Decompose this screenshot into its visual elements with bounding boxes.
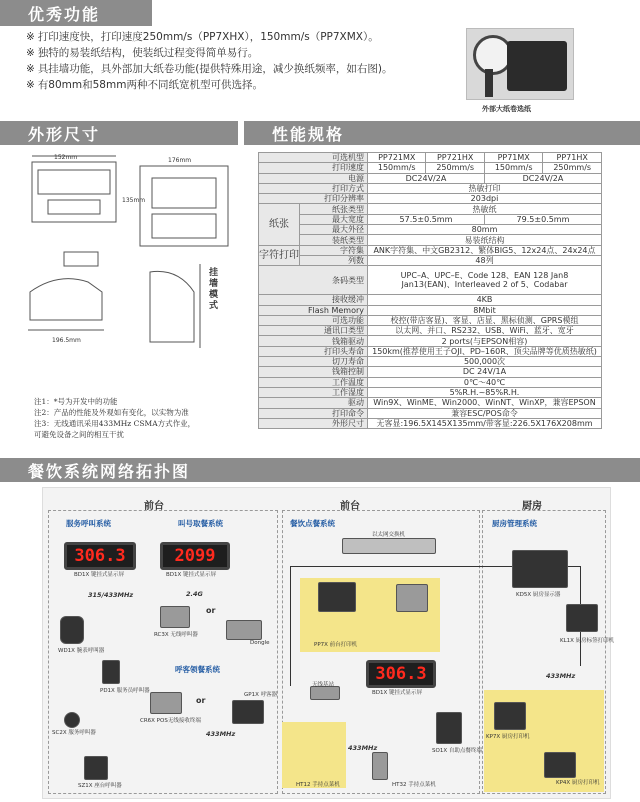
freq-label-433-2: 433MHz <box>348 744 378 752</box>
wall-mode-label: 挂墙模式 <box>209 268 219 311</box>
caption-bd1x-3: BD1X 键挂式显示屏 <box>372 690 423 696</box>
freq-label-24g: 2.4G <box>186 590 203 598</box>
table-row: 可选机型 PP721MX PP721HX PP71MX PP71HX <box>259 153 602 163</box>
dim-height: 135mm <box>122 197 146 204</box>
device-cable-box <box>310 686 340 700</box>
device-rc3x <box>160 606 190 628</box>
freq-label-433-1: 433MHz <box>206 730 236 738</box>
photo-caption: 外部大纸卷选纸 <box>482 105 531 113</box>
device-kp7x <box>494 702 526 730</box>
caption-ht32: HT32 手持点菜机 <box>392 782 436 788</box>
device-dongle-pos <box>226 620 262 640</box>
table-row: 打印头寿命 150km(推荐使用王子OJI、PD–160R、顶尖品牌等优质热敏纸) <box>259 346 602 356</box>
caption-kd5x: KD5X 厨房显示器 <box>516 592 561 598</box>
table-row: 字符打印 字符集 ANK字符集、中文GB2312、繁体BIG5、12x24点、24x24点 <box>259 245 602 255</box>
table-row: 最大宽度 57.5±0.5mm 79.5±0.5mm <box>259 214 602 224</box>
caption-pd1x: PD1X 服务员呼叫器 <box>100 688 150 694</box>
table-row: 驱动 Win9X、WinME、Win2000、WinNT、WinXP，兼容EPSON <box>259 398 602 408</box>
caption-pp7x: PP7X 前台打印机 <box>314 642 358 648</box>
device-kd5x <box>512 550 568 588</box>
or-label-2: or <box>196 696 206 705</box>
device-cr6x <box>150 692 182 714</box>
led-display-1: 306.3 <box>64 542 136 570</box>
printer-top-view <box>140 166 228 246</box>
caption-so1x: SO1X 自助点餐终端 <box>432 748 482 754</box>
table-row: 装纸类型 易装纸结构 <box>259 235 602 245</box>
table-row: 外形尺寸 无客显:196.5X145X135mm/带客显:226.5X176X208mm <box>259 418 602 428</box>
device-so1x <box>436 712 462 744</box>
caption-gp1x: GP1X 呼客器 <box>244 692 278 698</box>
label-pager: 呼客领餐系统 <box>175 665 220 674</box>
highlight-area-2 <box>282 722 346 788</box>
table-row: 通讯口类型 以太网、并口、RS232、USB、WiFi、蓝牙、宽牙 <box>259 326 602 336</box>
network-line-2 <box>290 566 291 686</box>
feature-list <box>26 29 393 93</box>
device-kl1x <box>566 604 598 632</box>
table-row: 纸张 纸张类型 热敏纸 <box>259 204 602 214</box>
table-row: 工作温度 0℃～40℃ <box>259 377 602 387</box>
device-sc2x <box>64 712 80 728</box>
caption-sc2x: SC2X 服务呼叫器 <box>52 730 96 736</box>
caption-rc3x: RC3X 无线呼叫器 <box>154 632 198 638</box>
printer-wall-view <box>150 264 200 348</box>
caption-ht12: HT12 手持点菜机 <box>296 782 340 788</box>
caption-kp7x: KP7X 厨房打印机 <box>486 734 530 740</box>
printer-front-view <box>32 156 116 222</box>
led-display-3: 306.3 <box>366 660 436 688</box>
caption-kp4x: KP4X 厨房打印机 <box>556 780 600 786</box>
table-row: 工作湿度 5%R.H.~85%R.H. <box>259 387 602 397</box>
table-row: 列数 48列 <box>259 255 602 265</box>
table-row: 钱箱驱动 2 ports(与EPSON相容) <box>259 336 602 346</box>
table-row: 电源 DC24V/2A DC24V/2A <box>259 173 602 183</box>
label-front-1: 前台 <box>144 501 164 512</box>
table-row: 打印分辨率 203dpi <box>259 194 602 204</box>
table-row: 最大外径 80mm <box>259 225 602 235</box>
table-row: 钱箱控制 DC 24V/1A <box>259 367 602 377</box>
caption-wd1x: WD1X 腕表呼叫器 <box>58 648 105 654</box>
label-ordering: 餐饮点餐系统 <box>290 519 335 528</box>
caption-sz1x: SZ1X 座台呼叫器 <box>78 783 122 789</box>
feature-item: ※ 打印速度快，打印速度250mm/s（PP7XHX），150mm/s（PP7XMX）。 <box>26 31 379 43</box>
external-paper-roll-photo <box>466 28 574 100</box>
or-label-1: or <box>206 606 216 615</box>
section-header-specs: 性能规格 <box>244 121 640 145</box>
device-pos-terminal <box>318 582 356 612</box>
caption-switch: 以太网交换机 <box>372 532 406 538</box>
label-number-call: 叫号取餐系统 <box>178 519 223 528</box>
dim-width-1: 152mm <box>54 154 78 161</box>
device-ethernet-switch <box>342 538 436 554</box>
section-header-network: 餐饮系统网络拓扑图 <box>0 458 640 482</box>
caption-bd1x-2: BD1X 键挂式显示屏 <box>166 572 217 578</box>
table-row: Flash Memory 8Mbit <box>259 305 602 315</box>
caption-bd1x-1: BD1X 键挂式显示屏 <box>74 572 125 578</box>
notes: 注1：*号为开发中的功能 注2：产品的性能及外观如有变化，以实物为准 注3：无线通讯采用433MHz CSMA方式作业， 可避免设备之间的相互干扰 <box>34 397 196 439</box>
caption-kl1x: KL1X 厨房标签打印机 <box>560 638 615 644</box>
freq-label-433-3: 433MHz <box>546 672 576 680</box>
led-display-2: 2099 <box>160 542 230 570</box>
device-sz1x <box>84 756 108 780</box>
section-header-features: 优秀功能 <box>0 0 152 26</box>
device-pp7x-printer <box>396 584 428 612</box>
feature-item: ※ 具挂墙功能，具外部加大纸卷功能(提供特殊用途，减少换纸频率，如右图)。 <box>26 63 393 75</box>
table-row: 打印速度 150mm/s 250mm/s 150mm/s 250mm/s <box>259 163 602 173</box>
table-row: 打印命令 兼容ESC/POS命令 <box>259 408 602 418</box>
section-header-appearance: 外形尺寸 <box>0 121 238 145</box>
table-row: 切刀寿命 500,000次 <box>259 357 602 367</box>
table-row: 条码类型 UPC–A、UPC–E、Code 128、EAN 128 Jan8 Jan13(EAN)、Interleaved 2 of 5、Codabar <box>259 266 602 295</box>
label-kitchen-mgmt: 厨房管理系统 <box>492 519 537 528</box>
device-pd1x <box>102 660 120 684</box>
label-service-call: 服务呼叫系统 <box>66 519 111 528</box>
caption-dongle: Dongle <box>250 640 270 646</box>
table-row: 打印方式 热敏打印 <box>259 183 602 193</box>
caption-cable: 无线基站 <box>312 682 335 688</box>
feature-item: ※ 有80mm和58mm两种不同纸宽机型可供选择。 <box>26 79 263 91</box>
device-ht32 <box>372 752 388 780</box>
printer-side-view <box>28 252 104 330</box>
feature-item: ※ 独特的易装纸结构，使装纸过程变得简单易行。 <box>26 47 259 59</box>
table-row: 可选功能 校控(带店客显)、客显、店显、黑标侦测、GPRS模组 <box>259 315 602 325</box>
dim-length: 196.5mm <box>52 337 81 344</box>
table-row: 接收缓冲 4KB <box>259 295 602 305</box>
spec-table <box>258 152 602 429</box>
freq-label-315-433: 315/433MHz <box>88 591 134 599</box>
label-kitchen: 厨房 <box>522 501 542 512</box>
dim-width-2: 176mm <box>168 157 192 164</box>
caption-cr6x: CR6X POS无线接收终端 <box>140 718 201 724</box>
device-kp4x <box>544 752 576 778</box>
device-gp1x <box>232 700 264 724</box>
label-front-2: 前台 <box>340 501 360 512</box>
device-wd1x <box>60 616 84 644</box>
